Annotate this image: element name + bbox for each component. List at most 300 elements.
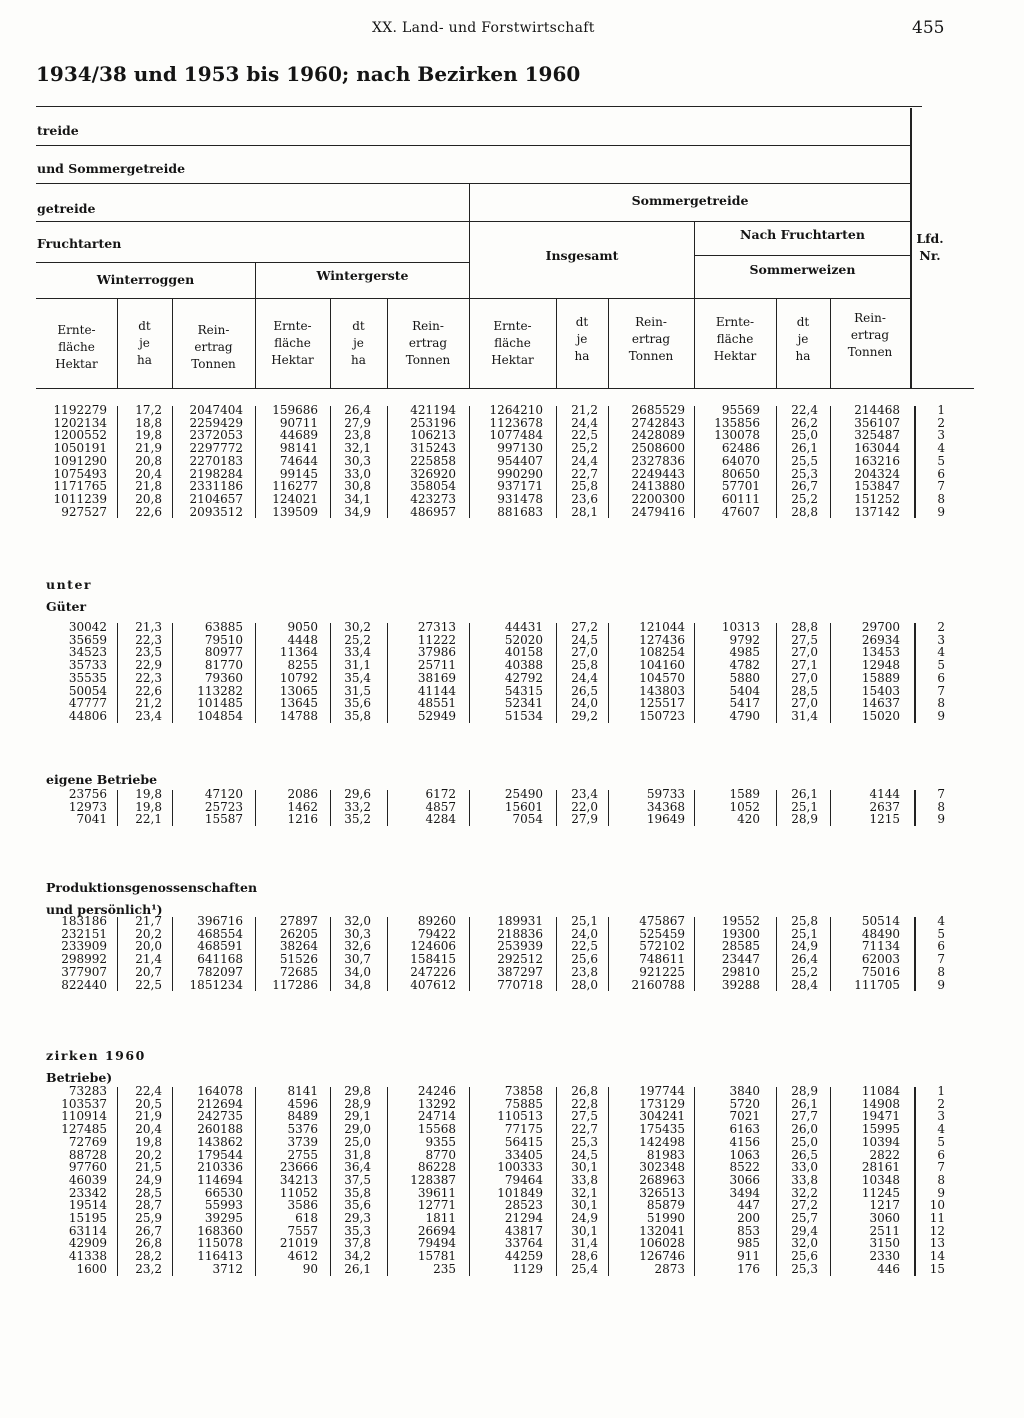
table-cell: 770718 [497,977,543,992]
section-label: und persönlich¹) [46,902,163,917]
table-cell: 8522 [729,1160,760,1175]
table-cell: 173129 [639,1096,685,1111]
table-cell: 80977 [204,645,243,660]
table-cell: 23,4 [571,787,598,801]
table-cell: 210336 [197,1160,243,1175]
table-cell: 25,8 [571,479,598,494]
table-cell: 525459 [639,926,685,941]
row-number: 7 [937,1160,945,1175]
table-cell: 4790 [729,708,760,723]
table-cell: 101849 [497,1185,543,1200]
table-cell: 34,0 [344,964,371,979]
table-cell: 29,0 [344,1122,371,1137]
table-cell: 25,7 [791,1211,818,1225]
table-cell: 28,5 [791,683,818,698]
table-cell: 29,3 [344,1211,371,1225]
row-number: 2 [937,620,945,634]
table-cell: 5720 [729,1096,760,1111]
table-cell: 2297772 [189,441,243,456]
table-cell: 23756 [68,787,107,801]
table-cell: 326513 [639,1185,685,1200]
table-cell: 997130 [497,441,543,456]
table-cell: 26,1 [791,787,818,801]
section-label: Güter [46,599,87,614]
table-cell: 23447 [721,952,760,967]
table-cell: 30,1 [571,1198,598,1213]
table-cell: 242735 [197,1109,243,1124]
table-cell: 34,2 [344,1249,371,1264]
table-cell: 200 [737,1211,760,1225]
table-cell: 12948 [861,658,900,673]
table-cell: 28,1 [571,504,598,519]
table-cell: 33764 [504,1236,543,1251]
running-title: XX. Land- und Forstwirtschaft [372,20,595,36]
table-cell: 35659 [68,632,107,647]
head-winterroggen: Winterroggen [96,272,195,287]
table-cell: 937171 [497,479,543,494]
table-cell: 1851234 [189,977,243,992]
table-cell: 32,0 [791,1236,818,1251]
table-cell: 51534 [504,708,543,723]
table-cell: 20,4 [135,466,162,481]
head-sommergetreide-group: und Sommergetreide [37,161,186,176]
table-cell: 30,8 [344,479,371,494]
table-cell: 2249443 [631,466,685,481]
table-cell: 292512 [497,952,543,967]
table-cell: 29810 [721,964,760,979]
table-cell: 218836 [497,926,543,941]
table-cell: 2873 [654,1261,685,1276]
row-number: 13 [929,1236,945,1251]
table-cell: 2160788 [631,977,685,992]
table-cell: 14788 [279,708,318,723]
table-cell: 59733 [646,787,685,801]
table-cell: 168360 [197,1223,243,1238]
table-cell: 135856 [714,415,760,430]
table-cell: 132041 [639,1223,685,1238]
table-cell: 97760 [68,1160,107,1175]
table-cell: 72685 [279,964,318,979]
table-cell: 268963 [639,1172,685,1187]
table-cell: 47777 [68,696,107,711]
table-cell: 73283 [68,1084,107,1098]
table-cell: 911 [737,1249,760,1264]
row-number: 4 [937,441,945,456]
table-cell: 17,2 [135,403,162,417]
table-cell: 38169 [417,670,456,685]
table-cell: 108254 [639,645,685,660]
table-cell: 1600 [76,1261,107,1276]
table-cell: 25,1 [571,914,598,928]
table-cell: 44689 [279,428,318,443]
table-cell: 387297 [497,964,543,979]
table-cell: 212694 [197,1096,243,1111]
table-cell: 420 [737,812,760,827]
table-cell: 29,2 [571,708,598,723]
table-cell: 26,7 [791,479,818,494]
table-cell: 356107 [854,415,900,430]
table-cell: 19552 [721,914,760,928]
table-cell: 14908 [861,1096,900,1111]
table-cell: 247226 [410,964,456,979]
table-cell: 41338 [68,1249,107,1264]
section-label: Betriebe) [46,1070,113,1085]
table-cell: 39611 [417,1185,456,1200]
table-cell: 15781 [417,1249,456,1264]
table-cell: 48551 [417,696,456,711]
row-number: 9 [937,1185,945,1200]
table-cell: 25,6 [571,952,598,967]
table-cell: 1050191 [53,441,107,456]
table-cell: 25723 [204,799,243,814]
table-cell: 32,6 [344,939,371,954]
table-cell: 48490 [861,926,900,941]
row-number: 2 [937,1096,945,1111]
row-number: 7 [937,787,945,801]
table-cell: 22,9 [135,658,162,673]
table-cell: 35,2 [344,812,371,827]
table-cell: 34213 [279,1172,318,1187]
table-cell: 24,9 [135,1172,162,1187]
table-cell: 24,9 [571,1211,598,1225]
table-cell: 1215 [869,812,900,827]
table-cell: 44806 [68,708,107,723]
table-cell: 163216 [854,453,900,468]
table-cell: 26934 [861,632,900,647]
table-cell: 63114 [68,1223,107,1238]
table-cell: 2198284 [189,466,243,481]
table-cell: 298992 [61,952,107,967]
table-cell: 31,5 [344,683,371,698]
table-cell: 35,4 [344,670,371,685]
table-cell: 30,1 [571,1160,598,1175]
table-cell: 1462 [287,799,318,814]
table-cell: 927527 [61,504,107,519]
table-cell: 25,2 [791,491,818,506]
table-cell: 21,2 [135,696,162,711]
section-label: Produktionsgenossenschaften [46,880,258,895]
table-cell: 47607 [721,504,760,519]
table-cell: 125517 [639,696,685,711]
table-cell: 1052 [729,799,760,814]
table-cell: 28,7 [135,1198,162,1213]
table-cell: 1200552 [53,428,107,443]
table-cell: 822440 [61,977,107,992]
row-number: 9 [937,977,945,992]
table-cell: 24,0 [571,926,598,941]
table-cell: 86228 [417,1160,456,1175]
table-cell: 35,8 [344,708,371,723]
table-cell: 3739 [287,1134,318,1149]
table-cell: 8141 [287,1084,318,1098]
table-cell: 25,3 [791,466,818,481]
table-cell: 20,7 [135,964,162,979]
table-cell: 27,1 [791,658,818,673]
table-cell: 423273 [410,491,456,506]
table-cell: 47120 [204,787,243,801]
table-cell: 79422 [417,926,456,941]
table-cell: 5404 [729,683,760,698]
table-cell: 447 [737,1198,760,1213]
table-cell: 24,9 [791,939,818,954]
table-cell: 40158 [504,645,543,660]
table-cell: 27897 [279,914,318,928]
table-cell: 26,0 [791,1122,818,1137]
table-cell: 26,8 [571,1084,598,1098]
table-cell: 13065 [279,683,318,698]
table-cell: 22,4 [791,403,818,417]
table-cell: 15403 [861,683,900,698]
table-cell: 24714 [417,1109,456,1124]
table-cell: 80650 [721,466,760,481]
table-cell: 164078 [197,1084,243,1098]
table-cell: 853 [737,1223,760,1238]
table-cell: 25,5 [791,453,818,468]
table-cell: 4596 [287,1096,318,1111]
table-cell: 3494 [729,1185,760,1200]
table-cell: 24246 [417,1084,456,1098]
table-cell: 15889 [861,670,900,685]
table-cell: 4448 [287,632,318,647]
table-cell: 27,2 [571,620,598,634]
table-cell: 85879 [646,1198,685,1213]
table-cell: 41144 [417,683,456,698]
table-cell: 29,1 [344,1109,371,1124]
row-number: 3 [937,428,945,443]
table-cell: 37986 [417,645,456,660]
table-cell: 4857 [425,799,456,814]
table-cell: 9050 [287,620,318,634]
table-cell: 25,9 [135,1211,162,1225]
table-cell: 26,5 [571,683,598,698]
table-cell: 77175 [504,1122,543,1137]
table-cell: 25,1 [791,799,818,814]
table-cell: 28,9 [344,1096,371,1111]
table-cell: 27313 [417,620,456,634]
table-cell: 103537 [61,1096,107,1111]
table-cell: 34,9 [344,504,371,519]
row-number: 8 [937,1172,945,1187]
table-cell: 1063 [729,1147,760,1162]
table-cell: 37,8 [344,1236,371,1251]
table-cell: 4612 [287,1249,318,1264]
table-cell: 143862 [197,1134,243,1149]
table-cell: 62486 [721,441,760,456]
table-cell: 197744 [639,1084,685,1098]
table-cell: 34,8 [344,977,371,992]
table-cell: 1091290 [53,453,107,468]
table-cell: 2822 [869,1147,900,1162]
table-cell: 15568 [417,1122,456,1137]
table-cell: 21,5 [135,1160,162,1175]
table-cell: 57701 [721,479,760,494]
row-number: 5 [937,1134,945,1149]
table-cell: 143803 [639,683,685,698]
table-cell: 1171765 [53,479,107,494]
table-cell: 11245 [861,1185,900,1200]
table-cell: 163044 [854,441,900,456]
table-cell: 25,2 [344,632,371,647]
table-cell: 253196 [410,415,456,430]
table-cell: 22,1 [135,812,162,827]
row-number: 9 [937,812,945,827]
table-cell: 39295 [204,1211,243,1225]
table-cell: 302348 [639,1160,685,1175]
table-cell: 179544 [197,1147,243,1162]
table-cell: 2428089 [631,428,685,443]
row-number: 8 [937,799,945,814]
subhead-col-8: dt je ha [574,315,590,363]
table-cell: 7054 [512,812,543,827]
table-cell: 159686 [272,403,318,417]
table-cell: 28,8 [791,620,818,634]
table-cell: 2259429 [189,415,243,430]
table-cell: 176 [737,1261,760,1276]
table-cell: 1123678 [489,415,543,430]
table-cell: 21,8 [135,479,162,494]
table-cell: 6163 [729,1122,760,1137]
table-cell: 25,2 [571,441,598,456]
table-cell: 21,2 [571,403,598,417]
table-cell: 3586 [287,1198,318,1213]
row-number: 1 [937,403,945,417]
table-cell: 35,8 [344,1185,371,1200]
table-cell: 15587 [204,812,243,827]
table-cell: 618 [295,1211,318,1225]
table-cell: 15995 [861,1122,900,1137]
table-cell: 13292 [417,1096,456,1111]
table-cell: 407612 [410,977,456,992]
table-cell: 2331186 [189,479,243,494]
table-cell: 24,4 [571,415,598,430]
table-cell: 22,7 [571,466,598,481]
table-cell: 88728 [68,1147,107,1162]
row-number: 8 [937,491,945,506]
table-cell: 26,2 [791,415,818,430]
table-cell: 24,4 [571,453,598,468]
table-cell: 572102 [639,939,685,954]
table-cell: 111705 [854,977,900,992]
table-cell: 34523 [68,645,107,660]
table-cell: 113282 [197,683,243,698]
subhead-col-5: dt je ha [351,319,366,367]
table-cell: 12973 [68,799,107,814]
table-cell: 22,6 [135,683,162,698]
table-cell: 127485 [61,1122,107,1137]
table-cell: 2327836 [631,453,685,468]
row-number: 4 [937,914,945,928]
table-cell: 63885 [204,620,243,634]
table-cell: 27,2 [791,1198,818,1213]
table-cell: 31,4 [791,708,818,723]
table-cell: 20,5 [135,1096,162,1111]
table-cell: 32,2 [791,1185,818,1200]
table-cell: 81770 [204,658,243,673]
table-cell: 51990 [646,1211,685,1225]
table-cell: 28523 [504,1198,543,1213]
table-cell: 14637 [861,696,900,711]
table-cell: 28161 [861,1160,900,1175]
table-cell: 95569 [721,403,760,417]
row-number: 6 [937,466,945,481]
table-cell: 100333 [497,1160,543,1175]
row-number: 4 [937,645,945,660]
table-cell: 26,4 [791,952,818,967]
table-cell: 19,8 [135,1134,162,1149]
table-cell: 33405 [504,1147,543,1162]
table-cell: 21,7 [135,914,162,928]
table-cell: 46039 [68,1172,107,1187]
table-cell: 137142 [854,504,900,519]
table-cell: 32,1 [571,1185,598,1200]
table-cell: 26694 [417,1223,456,1238]
table-cell: 51526 [279,952,318,967]
table-cell: 8489 [287,1109,318,1124]
row-number: 5 [937,453,945,468]
row-number: 2 [937,415,945,430]
table-cell: 25711 [417,658,456,673]
table-cell: 4156 [729,1134,760,1149]
table-cell: 79494 [417,1236,456,1251]
table-cell: 28,0 [571,977,598,992]
row-number: 6 [937,1147,945,1162]
table-cell: 25,2 [791,964,818,979]
table-cell: 20,2 [135,926,162,941]
table-cell: 24,5 [571,632,598,647]
table-cell: 214468 [854,403,900,417]
table-cell: 50054 [68,683,107,698]
table-cell: 44431 [504,620,543,634]
table-cell: 13453 [861,645,900,660]
table-cell: 27,9 [344,415,371,430]
row-number: 12 [929,1223,945,1238]
table-cell: 104570 [639,670,685,685]
table-cell: 106213 [410,428,456,443]
table-cell: 99145 [279,466,318,481]
table-cell: 11052 [279,1185,318,1200]
table-cell: 2755 [287,1147,318,1162]
table-cell: 126746 [639,1249,685,1264]
table-cell: 1192279 [53,403,107,417]
table-cell: 18,8 [135,415,162,430]
table-cell: 225858 [410,453,456,468]
table-cell: 358054 [410,479,456,494]
table-cell: 23,4 [135,708,162,723]
subhead-col-6: Rein- ertrag Tonnen [405,319,451,367]
table-cell: 486957 [410,504,456,519]
table-cell: 32,0 [344,914,371,928]
table-cell: 33,0 [791,1160,818,1175]
table-cell: 260188 [197,1122,243,1137]
table-cell: 23,8 [344,428,371,443]
table-cell: 66530 [204,1185,243,1200]
table-cell: 75885 [504,1096,543,1111]
table-cell: 20,8 [135,491,162,506]
table-cell: 204324 [854,466,900,481]
head-treide: treide [37,123,79,138]
table-cell: 22,6 [135,504,162,519]
table-cell: 79464 [504,1172,543,1187]
table-cell: 21,9 [135,1109,162,1124]
table-cell: 25,0 [791,1134,818,1149]
table-cell: 1811 [425,1211,456,1225]
table-cell: 22,8 [571,1096,598,1111]
table-cell: 2479416 [631,504,685,519]
table-cell: 104854 [197,708,243,723]
table-cell: 6172 [425,787,456,801]
table-cell: 7021 [729,1109,760,1124]
table-cell: 52949 [417,708,456,723]
